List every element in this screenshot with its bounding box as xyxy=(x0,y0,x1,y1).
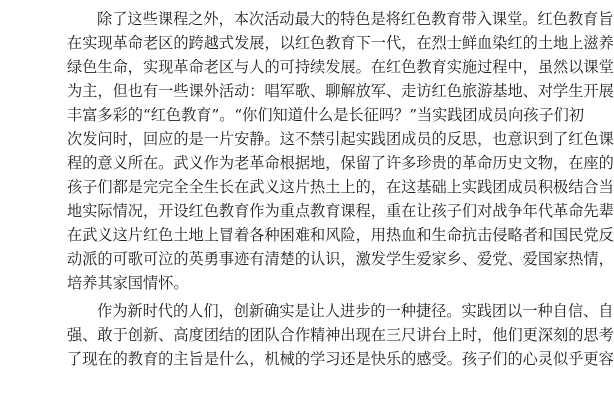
paragraph-2-line-3: 了现在的教育的主旨是什么，机械的学习还是快乐的感受。孩子们的心灵似乎更容 xyxy=(67,350,614,368)
paragraph-1-line-7: 程的意义所在。武义作为老革命根据地，保留了许多珍贵的革命历史文物，在座的 xyxy=(67,154,614,172)
paragraph-1-line-12: 培养其家国情怀。 xyxy=(67,274,189,292)
paragraph-1-line-8: 孩子们都是完完全全生长在武义这片热土上的，在这基础上实践团成员积极结合当 xyxy=(67,178,614,196)
paragraph-1-line-6: 次发问时，回应的是一片安静。这不禁引起实践团成员的反思，也意识到了红色课 xyxy=(67,130,614,148)
paragraph-1-line-9: 地实际情况，开设红色教育作为重点教育课程，重在让孩子们对战争年代革命先辈 xyxy=(67,202,614,220)
paragraph-1-line-3: 绿色生命，实现革命老区与人的可持续发展。在红色教育实施过程中，虽然以课堂 xyxy=(67,58,614,76)
paragraph-1-line-10: 在武义这片红色土地上冒着各种困难和风险，用热血和生命抗击侵略者和国民党反 xyxy=(67,226,614,244)
paragraph-1-line-11: 动派的可歌可泣的英勇事迹有清楚的认识，激发学生爱家乡、爱党、爱国家热情， xyxy=(67,250,614,268)
paragraph-2-line-1: 作为新时代的人们，创新确实是让人进步的一种捷径。实践团以一种自信、自 xyxy=(97,302,614,320)
paragraph-1-line-5: 丰富多彩的“红色教育”。“你们知道什么是长征吗？”当实践团成员向孩子们初 xyxy=(67,106,585,124)
paragraph-2-line-2: 强、敢于创新、高度团结的团队合作精神出现在三尺讲台上时，他们更深刻的思考 xyxy=(67,326,614,344)
paragraph-1-line-2: 在实现革命老区的跨越式发展，以红色教育下一代，在烈士鲜血染红的土地上滋养 xyxy=(67,34,614,52)
paragraph-1-line-1: 除了这些课程之外，本次活动最大的特色是将红色教育带入课堂。红色教育旨 xyxy=(97,10,614,28)
paragraph-1-line-4: 为主，但也有一些课外活动：唱军歌、聊解放军、走访红色旅游基地、对学生开展 xyxy=(67,82,614,100)
